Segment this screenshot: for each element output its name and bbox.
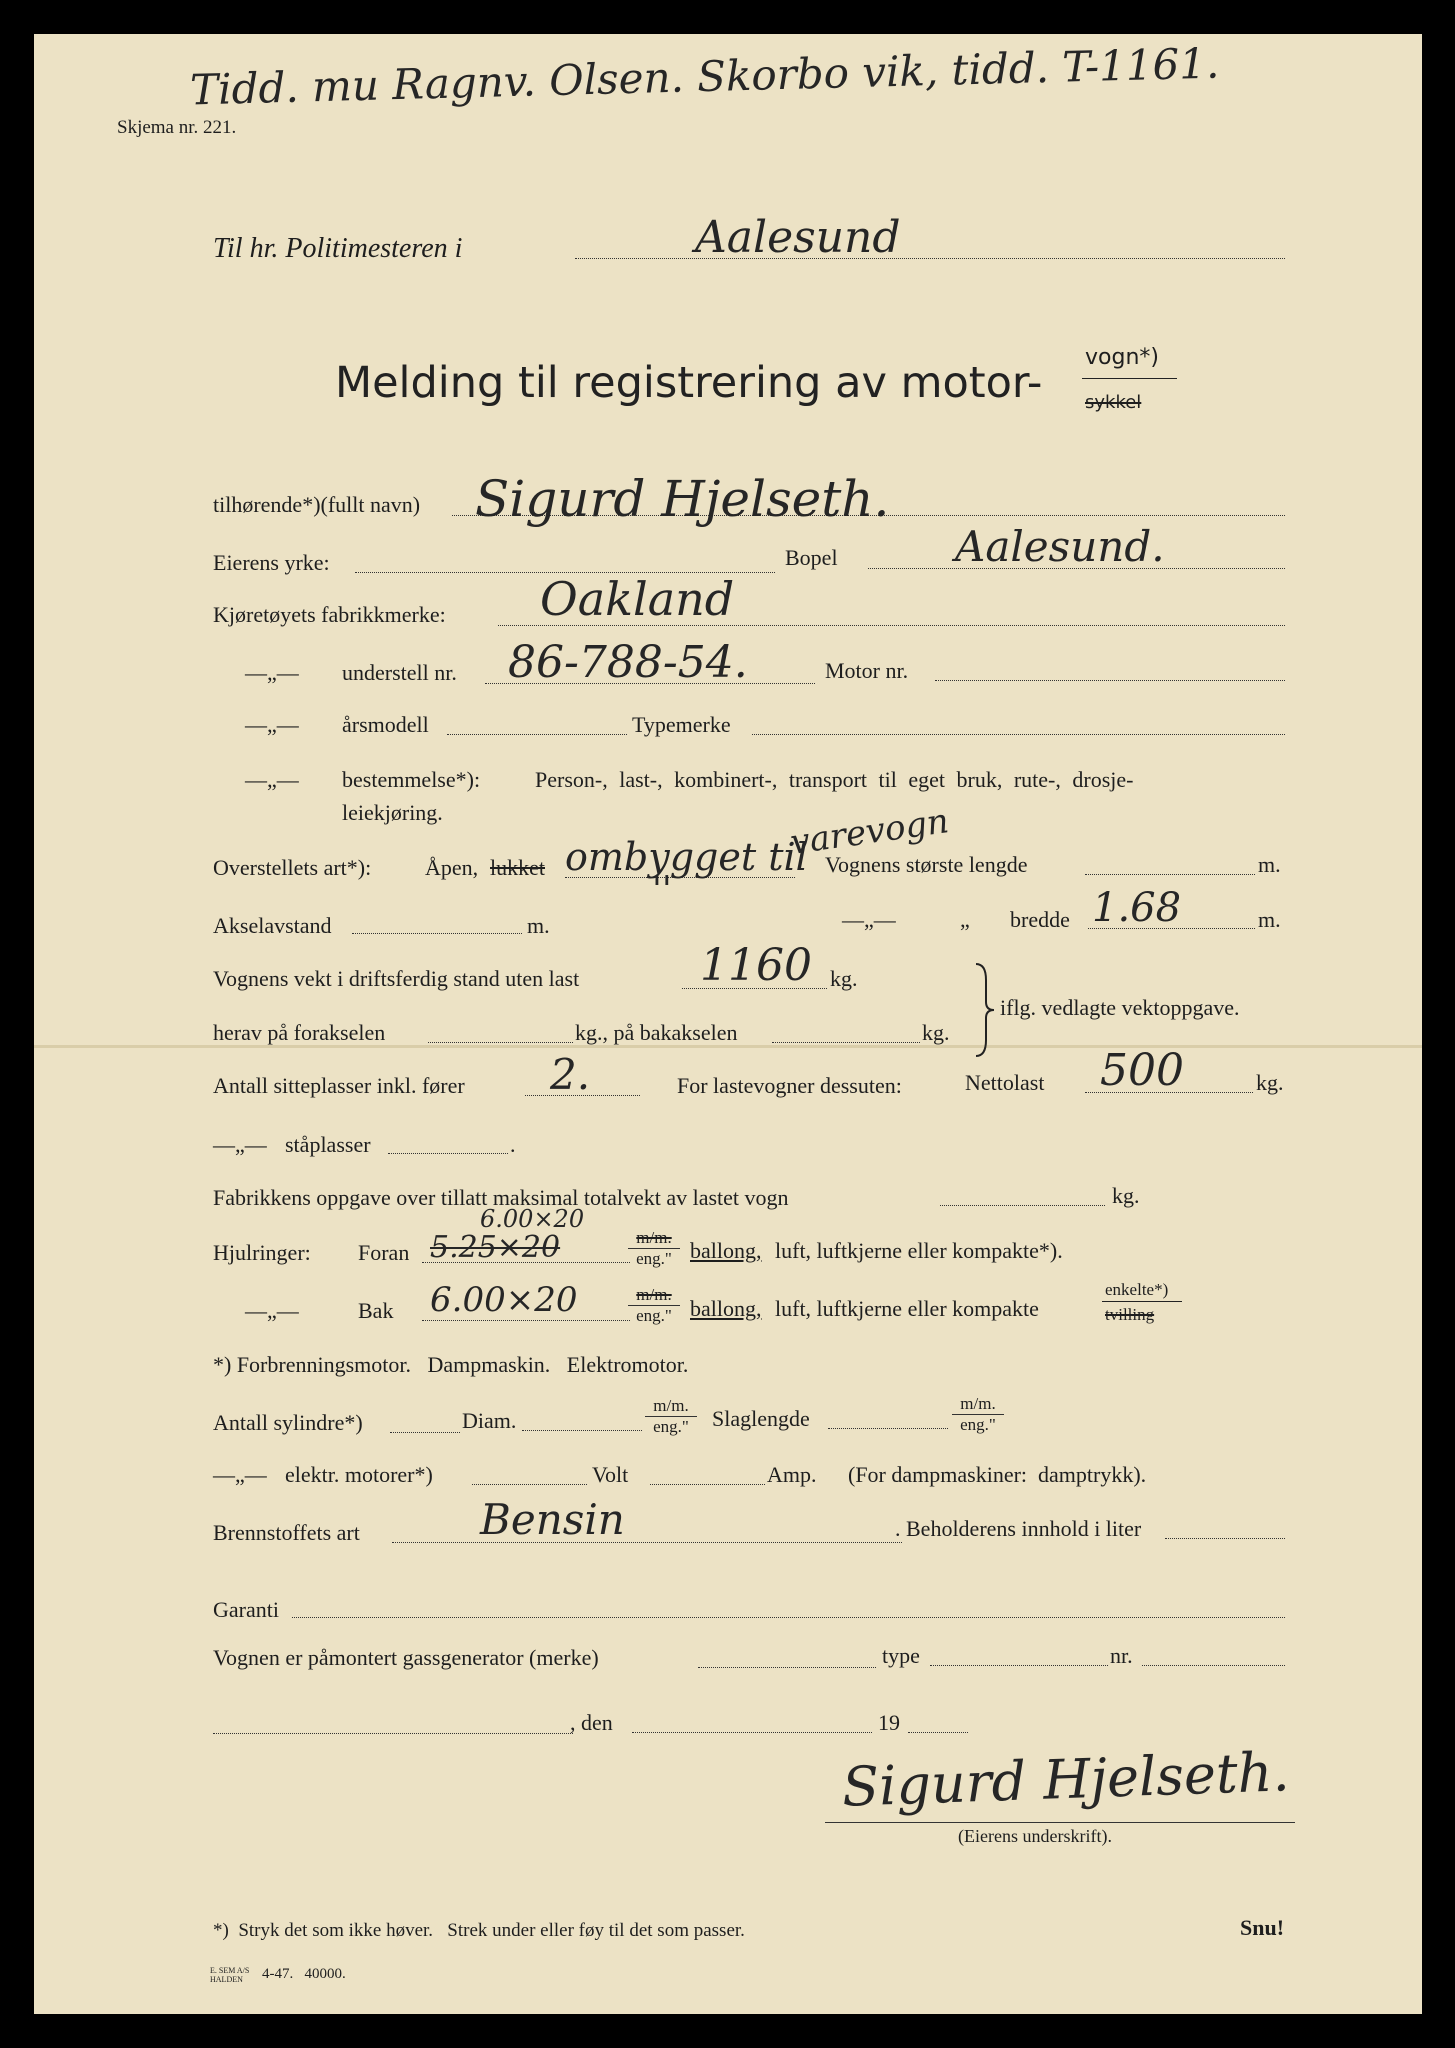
tires-label: Hjulringer: xyxy=(213,1240,311,1265)
gas-type-line xyxy=(930,1665,1108,1666)
schema-number: Skjema nr. 221. xyxy=(117,117,237,138)
addressee-line xyxy=(575,258,1285,259)
guarantee-line xyxy=(292,1617,1285,1618)
tires-rear-single: enkelte*) xyxy=(1105,1280,1169,1299)
occupation-label: Eierens yrke: xyxy=(213,550,330,575)
width-label: bredde xyxy=(1010,907,1070,932)
cylinders-line xyxy=(390,1432,460,1433)
tires-rear-unit: m/m. eng." xyxy=(628,1285,680,1326)
model-year-line xyxy=(447,734,627,735)
gas-generator-line xyxy=(698,1667,876,1668)
max-weight-label: Fabrikkens oppgave over tillatt maksimal totalvekt av lastet vogn xyxy=(213,1185,789,1210)
weight-label: Vognens vekt i driftsferdig stand uten last xyxy=(213,966,580,991)
front-axle-line xyxy=(428,1042,573,1043)
diam-line xyxy=(522,1430,642,1431)
volt-line xyxy=(650,1484,765,1485)
amp-label: Amp. xyxy=(767,1462,817,1487)
place-line xyxy=(213,1733,573,1734)
width-ditto: —„— xyxy=(842,907,896,932)
front-axle-label: herav på forakselen xyxy=(213,1020,386,1045)
engine-types: *) Forbrenningsmotor. Dampmaskin. Elektromotor. xyxy=(213,1352,689,1377)
tires-rear-value: 6.00×20 xyxy=(430,1280,578,1320)
purpose-text-2: leiekjøring. xyxy=(342,800,443,825)
date-line xyxy=(632,1732,872,1733)
width-unit: m. xyxy=(1258,907,1281,932)
tires-front-value: 6.00×20 xyxy=(480,1205,585,1233)
cargo-label: For lastevogner dessuten: xyxy=(677,1073,902,1098)
tires-rear-twin: tvilling xyxy=(1105,1305,1155,1324)
tank-line xyxy=(1165,1538,1285,1539)
body-ditto-marks: '' xyxy=(652,870,672,911)
ditto-electric: —„— xyxy=(213,1462,267,1487)
turn-over-note: Snu! xyxy=(1240,1915,1285,1940)
standing-label: ståplasser xyxy=(285,1132,371,1157)
diam-unit: m/m. eng." xyxy=(645,1396,697,1437)
tires-front-rest: luft, luftkjerne eller kompakte*). xyxy=(775,1238,1063,1263)
steam-note: (For dampmaskiner: damptrykk). xyxy=(848,1462,1147,1487)
diam-label: Diam. xyxy=(462,1408,517,1433)
type-mark-label: Typemerke xyxy=(632,712,731,737)
ditto-chassis: —„— xyxy=(245,660,299,685)
signature-line xyxy=(825,1822,1295,1823)
length-unit: m. xyxy=(1258,852,1281,877)
rear-axle-unit: kg. xyxy=(922,1020,950,1045)
tires-rear-ballong: ballong, xyxy=(690,1296,762,1321)
axle-unit: m. xyxy=(527,913,550,938)
axle-line xyxy=(352,933,522,934)
model-year-label: årsmodell xyxy=(342,712,429,737)
make-label: Kjøretøyets fabrikkmerke: xyxy=(213,602,446,627)
max-weight-unit: kg. xyxy=(1112,1183,1140,1208)
tires-front-unit: m/m. eng." xyxy=(628,1228,680,1269)
net-load-value: 500 xyxy=(1100,1045,1184,1096)
addressee-label: Til hr. Politimesteren i xyxy=(213,233,463,264)
tires-front-pos: Foran xyxy=(358,1240,410,1265)
stroke-label: Slaglengde xyxy=(712,1406,810,1431)
length-line xyxy=(1085,874,1255,875)
footnote: *) Stryk det som ikke høver. Strek under eller føy til det som passer. xyxy=(213,1920,745,1941)
rear-axle-label: kg., på bakakselen xyxy=(575,1020,738,1045)
ditto-standing: —„— xyxy=(213,1132,267,1157)
stroke-unit: m/m. eng." xyxy=(952,1394,1004,1435)
year-line xyxy=(908,1732,968,1733)
signature-caption: (Eierens underskrift). xyxy=(958,1826,1112,1846)
width-value: 1.68 xyxy=(1092,885,1182,931)
purpose-label: bestemmelse*): xyxy=(342,767,481,792)
tires-rear-pos: Bak xyxy=(358,1298,394,1323)
title-option-vogn: vogn*) xyxy=(1085,345,1159,370)
addressee-value: Aalesund xyxy=(695,212,901,263)
date-year: 19 xyxy=(878,1710,900,1735)
max-weight-line xyxy=(940,1205,1105,1206)
brace-icon xyxy=(972,960,998,1060)
length-label: Vognens største lengde xyxy=(825,852,1028,877)
axle-label: Akselavstand xyxy=(213,913,332,938)
owner-value: Sigurd Hjelseth. xyxy=(475,470,890,528)
gas-nr-line xyxy=(1142,1665,1285,1666)
weight-value: 1160 xyxy=(700,940,812,991)
printer-mark: E. SEM A/S HALDEN xyxy=(210,1966,250,1984)
guarantee-label: Garanti xyxy=(213,1597,279,1622)
ditto-model: —„— xyxy=(245,712,299,737)
motor-no-label: Motor nr. xyxy=(825,658,909,683)
top-handwritten-note: Tidd. mu Ragnv. Olsen. Skorbo vik, tidd. T-1161. xyxy=(189,38,1220,115)
seats-label: Antall sitteplasser inkl. fører xyxy=(213,1073,465,1098)
tires-rear-line xyxy=(422,1320,630,1321)
seats-value: 2. xyxy=(550,1050,591,1099)
gas-nr-label: nr. xyxy=(1110,1643,1133,1668)
type-mark-line xyxy=(752,734,1285,735)
volt-label: Volt xyxy=(592,1462,629,1487)
chassis-value: 86-788-54. xyxy=(508,637,748,688)
weight-unit: kg. xyxy=(830,966,858,991)
fuel-label: Brennstoffets art xyxy=(213,1520,360,1545)
width-ditto-2: „ xyxy=(960,907,970,932)
owner-signature: Sigurd Hjelseth. xyxy=(841,1740,1291,1819)
chassis-label: understell nr. xyxy=(342,660,457,685)
gas-generator-label: Vognen er påmontert gassgenerator (merke) xyxy=(213,1645,599,1670)
purpose-text-1: Person-, last-, kombinert-, transport til eget bruk, rute-, drosje- xyxy=(535,767,1134,792)
electric-line xyxy=(472,1484,587,1485)
fuel-value: Bensin xyxy=(480,1495,625,1544)
title-option-divider xyxy=(1082,378,1177,379)
ditto-purpose: —„— xyxy=(245,767,299,792)
body-value-2: varevogn xyxy=(787,801,952,863)
title-option-sykkel: sykkel xyxy=(1085,392,1142,413)
gas-type-label: type xyxy=(882,1643,920,1668)
electric-label: elektr. motorer*) xyxy=(285,1462,433,1487)
printer-code: 4-47. 40000. xyxy=(262,1966,346,1982)
stroke-line xyxy=(828,1428,948,1429)
tank-label: . Beholderens innhold i liter xyxy=(895,1516,1142,1541)
owner-label: tilhørende*)(fullt navn) xyxy=(213,492,421,517)
form-title: Melding til registrering av motor- xyxy=(335,358,1043,408)
rear-axle-line xyxy=(772,1042,920,1043)
weight-note: iflg. vedlagte vektoppgave. xyxy=(1000,995,1240,1020)
fuel-line xyxy=(392,1542,902,1543)
date-den: , den xyxy=(570,1710,613,1735)
body-value: ombygget til xyxy=(565,835,808,879)
net-load-label: Nettolast xyxy=(965,1070,1045,1095)
motor-no-line xyxy=(935,680,1285,681)
ditto-tires-rear: —„— xyxy=(245,1298,299,1323)
body-label: Overstellets art*): xyxy=(213,855,372,880)
tires-front-ballong: ballong, xyxy=(690,1238,762,1263)
net-load-unit: kg. xyxy=(1256,1070,1284,1095)
standing-end: . xyxy=(510,1132,516,1157)
body-open: Åpen, xyxy=(425,855,479,880)
cylinders-label: Antall sylindre*) xyxy=(213,1410,363,1435)
residence-value: Aalesund. xyxy=(955,522,1165,571)
residence-label: Bopel xyxy=(785,545,838,570)
standing-line xyxy=(388,1153,508,1154)
tires-rear-divider xyxy=(1102,1301,1182,1302)
tires-front-struck: 5.25×20 xyxy=(430,1230,561,1265)
tires-rear-rest: luft, luftkjerne eller kompakte xyxy=(775,1296,1039,1321)
make-value: Oakland xyxy=(540,572,735,626)
body-closed-struck: lukket xyxy=(490,855,545,880)
